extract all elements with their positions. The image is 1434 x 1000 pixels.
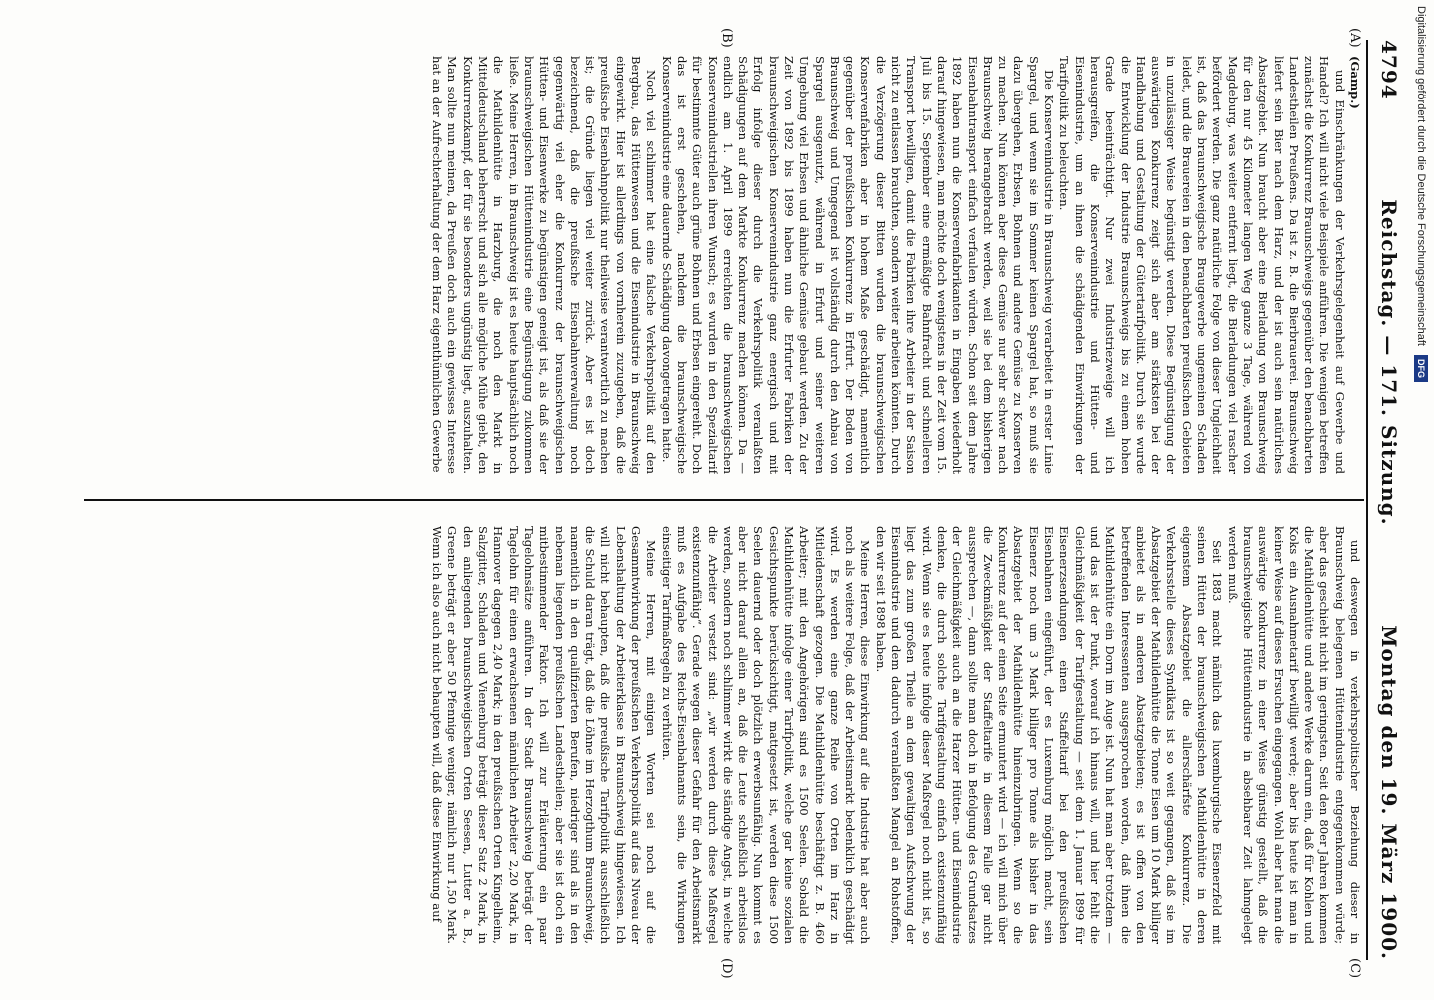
page-number: 4794 [1377,40,1401,100]
column-divider [84,499,1364,501]
margin-mark-c: (C) [1347,958,1362,979]
speaker-label: (Gamp.) [1348,56,1362,109]
dfg-logo: DFG [1414,355,1428,382]
page-header [1374,40,1404,960]
paragraph: Seit 1883 macht nämlich das luxemburgische Eisenerzfeld mit seinen Hütten der braunschweigischen Mathildenhütte in deren eigenstem Absatzgebiet die allerschärfste Konkurrenz. Die Verkehrsstelle dieses Syndikats ist so weit gegangen, daß sie im Absatzgebiet der Mathildenhütte die Tonne Eisen um 10 Mark billiger anbietet als in anderen Absatzgebieten; es ist offen von den betreffenden Interessenten ausgesprochen worden, daß ihnen die Mathildenhütte ein Dorn im Auge ist. Nun hat man aber trotzdem — und das ist der Punkt, worauf ich hinaus will, und hier fehlt die Gleichmäßigkeit der Tarifgestaltung — seit dem 1. Januar 1899 für Eisenerzsendungen einen Staffeltarif bei den preußischen Eisenbahnen eingeführt, der es Luxemburg möglich macht, sein Eisenerz noch um 3 Mark billiger pro Tonne als bisher in das Absatzgebiet der Mathildenhütte hineinzubringen. Wenn so die Konkurrenz auf der einen Seite ermuntert wird — ich will mich über die Zweckmäßigkeit der Staffeltarife in diesem Falle gar nicht aussprechen —, dann sollte man doch in Befolgung des Grundsatzes der Gleichmäßigkeit auch an die Harzer Hütten- und Eisenindustrie denken, die durch solche Tarifgestaltung einfach existenzunfähig wird. Wenn sie es heute infolge dieser Maßregel noch nicht ist, so liegt das zum großen Theile an dem gewaltigen Aufschwung der Eisenindustrie und dem dadurch veranlaßten Mangel an Rohstoffen, den wir seit 1898 haben. [873,526,1225,944]
page-date: Montag den 19. März 1900. [1377,625,1401,960]
left-column [72,56,1362,474]
margin-mark-a: (A) [1347,28,1362,48]
paragraph: Die Konservenindustrie in Braunschweig verarbeitet in erster Linie Spargel, und wenn sie im Sommer keinen Spargel hat, so muß sie dazu übergehen, Erbsen, Bohnen und andere Gemüse zu Konserven zu machen. Nun können aber diese Gemüse nur sehr schwer nach Braunschweig herangebracht werden, weil sie bei dem bisherigen Eisenbahntransport einfach verfaulen würden. Schon seit dem Jahre 1892 haben nun die Konservenfabrikanten in Eingaben wiederholt darauf hingewiesen, man möchte doch wenigstens in der Zeit vom 15. Juli bis 15. September eine ermäßigte Bahnfracht und schnelleren Transport bewilligen, damit die Fabriken ihre Arbeiter in der Saison nicht zu entlassen brauchten, sondern weiter arbeiten könnten. Durch die Verzögerung dieser Bitten wurden die braunschweigischen Konservenfabriken aber in hohem Maße geschädigt, namentlich gegenüber der preußischen Konkurrenz in Erfurt. Der Boden von Braunschweig und Umgegend ist vollständig durch den Anbau von Spargel ausgenutzt, während in Erfurt und seiner weiteren Umgebung viel Erbsen und ähnliche Gemüse gebaut werden. Zu der Zeit von 1892 bis 1899 haben nun die Erfurter Fabriken der braunschweigischen Konservenindustrie ganz energisch und mit Erfolg infolge dieser durch die Verkehrspolitik veranlaßten Schädigungen auf dem Markte Konkurrenz machen können. Da — endlich am 1. April 1899 erreichten die braunschweigischen Konservenindustriellen ihren Wunsch; es wurden in den Spezialtarif für bestimmte Güter auch grüne Bohnen und Erbsen eingereiht. Doch das ist erst geschehen, nachdem die braunschweigische Konservenindustrie eine dauernde Schädigung davongetragen hatte. [659,56,1057,474]
paragraph: und deswegen in verkehrspolitischer Beziehung dieser in Braunschweig belegenen Hüttenindustrie entgegenkommen würde; aber das geschieht nicht im geringsten. Seit den 80er Jahren kommen die Mathildenhütte und andere Werke darum ein, daß für Kohlen und Koks ein Ausnahmetarif bewilligt werde; aber bis heute ist man in keiner Weise auf dieses Ersuchen eingegangen. Wohl aber hat man die auswärtige Konkurrenz in einer Weise günstig gestellt, daß die braunschweigische Hüttenindustrie in absehbarer Zeit lahmgelegt werden muß. [1225,526,1362,944]
page-title: Reichstag. — 171. Sitzung. [1377,199,1401,526]
credit-text: Digitalisierung gefördert durch die Deutsche Forschungsgemeinschaft [1415,6,1427,346]
paragraph: Noch viel schlimmer hat eine falsche Verkehrspolitik auf den Bergbau, das Hüttenwesen und die Eisenindustrie in Braunschweig eingewirkt. Hier ist allerdings von vornherein zuzugeben, daß die preußische Eisenbahnpolitik nur theilweise verantwortlich zu machen ist; die Gründe liegen viel weiter zurück. Aber es ist doch bezeichnend, daß die preußische Eisenbahnverwaltung noch gegenwärtig viel eher die Konkurrenz der braunschweigischen Hütten- und Eisenwerke zu begünstigen geneigt ist, als daß sie der braunschweigischen Hüttenindustrie eine Begünstigung zukommen ließe. Meine Herren, in Braunschweig ist es heute hauptsächlich noch die Mathildenhütte in Harzburg, die noch den Markt in Mitteldeutschland beherrscht und sich alle mögliche Mühe giebt, den Konkurrenzkampf, der für sie besonders ungünstig liegt, auszuhalten. Man sollte nun meinen, da Preußen doch auch ein gewisses Interesse hat an der Aufrechterhaltung der dem Harz eigenthümlichen Gewerbe [430,56,659,474]
margin-mark-b: (B) [719,28,734,48]
paragraph: Meine Herren, diese Einwirkung auf die Industrie hat aber auch noch als weitere Folge, daß der Arbeitsmarkt bedenklich geschädigt wird. Es werden eine ganze Reihe von Orten im Harz in Mitleidenschaft gezogen. Die Mathildenhütte beschäftigt z. B. 460 Arbeiter; mit den Angehörigen sind es 1500 Seelen. Sobald die Mathildenhütte infolge einer Tarifpolitik, welche gar keine sozialen Gesichtspunkte berücksichtigt, mattgesetzt ist, werden diese 1500 Seelen dauernd oder doch plötzlich erwerbsunfähig. Nun kommt es aber nicht darauf allein an, daß die Leute schließlich arbeitslos werden, sondern noch schlimmer wirkt die ständige Angst, in welche die Arbeiter versetzt sind: „wir werden durch diese Maßregel existenzunfähig“. Gerade wegen dieser Gefahr für den Arbeitsmarkt muß es Aufgabe des Reichs-Eisenbahnamts sein, die Wirkungen einseitiger Tarifmaßregeln zu verhüten. [659,526,873,944]
header-rule [1366,40,1368,960]
digitization-credit [1408,0,1434,1000]
margin-mark-d: (D) [719,958,734,979]
paragraph: Meine Herren, mit einigen Worten sei noch auf die Gesammtwirkung der preußischen Verkehrspolitik auf das Niveau der Lebenshaltung der Arbeiterklasse in Braunschweig hingewiesen. Ich will nicht behaupten, daß die preußische Tarifpolitik ausschließlich die Schuld daran trägt, daß die Löhne im Herzogthum Braunschweig, namentlich in den qualifizierten Berufen, niedriger sind als in den nebenan liegenden preußischen Landestheilen; aber sie ist doch ein mitbestimmender Faktor. Ich will zur Erläuterung ein paar Tagelohnsätze anführen. In der Stadt Braunschweig beträgt der Tagelohn für einen erwachsenen männlichen Arbeiter 2,20 Mark, in Hannover dagegen 2,40 Mark; in den preußischen Orten Kingelheim, Salzgitter, Schladen und Vienenburg beträgt dieser Satz 2 Mark, in den anliegenden braunschweigischen Orten Seesen, Lutter a. B., Greene beträgt er aber 50 Pfennige weniger, nämlich nur 1,50 Mark. Wenn ich also auch nicht behaupten will, daß diese Einwirkung auf [430,526,659,944]
paragraph: und Einschränkungen der Verkehrsgelegenheit auf Gewerbe und Handel? Ich will nicht viele Beispiele anführen. Die wenigen betreffen zunächst die Konkurrenz Braunschweigs gegenüber den benachbarten Landestheilen Preußens. Da ist z. B. die Bierbrauerei. Braunschweig liefert sein Bier nach dem Harz, und der ist auch sein natürliches Absatzgebiet. Nun braucht aber eine Bierladung von Braunschweig für den nur 45 Kilometer langen Weg ganze 3 Tage, während von Magdeburg, was weiter entfernt liegt, die Bierladungen viel rascher befördert werden. Die ganz natürliche Folge von dieser Ungleichheit ist, daß das braunschweigische Braugewerbe ungemeinen Schaden leidet, und die Brauereien in den benachbarten preußischen Gebieten in unzulässiger Weise begünstigt werden. Diese Begünstigung der auswärtigen Konkurrenz zeigt sich aber am stärksten bei der Handhabung und Gestaltung der Gütertarifpolitik. Durch sie wurde die Entwicklung der Industrie Braunschweigs bis zu einem hohen Grade beeinträchtigt. Nur zwei Industriezweige will ich herausgreifen, die Konservenindustrie und Hütten- und Eisenindustrie, um an ihnen die schädigenden Einwirkungen der Tarifpolitik zu beleuchten. [1057,56,1347,474]
right-column [72,526,1362,944]
